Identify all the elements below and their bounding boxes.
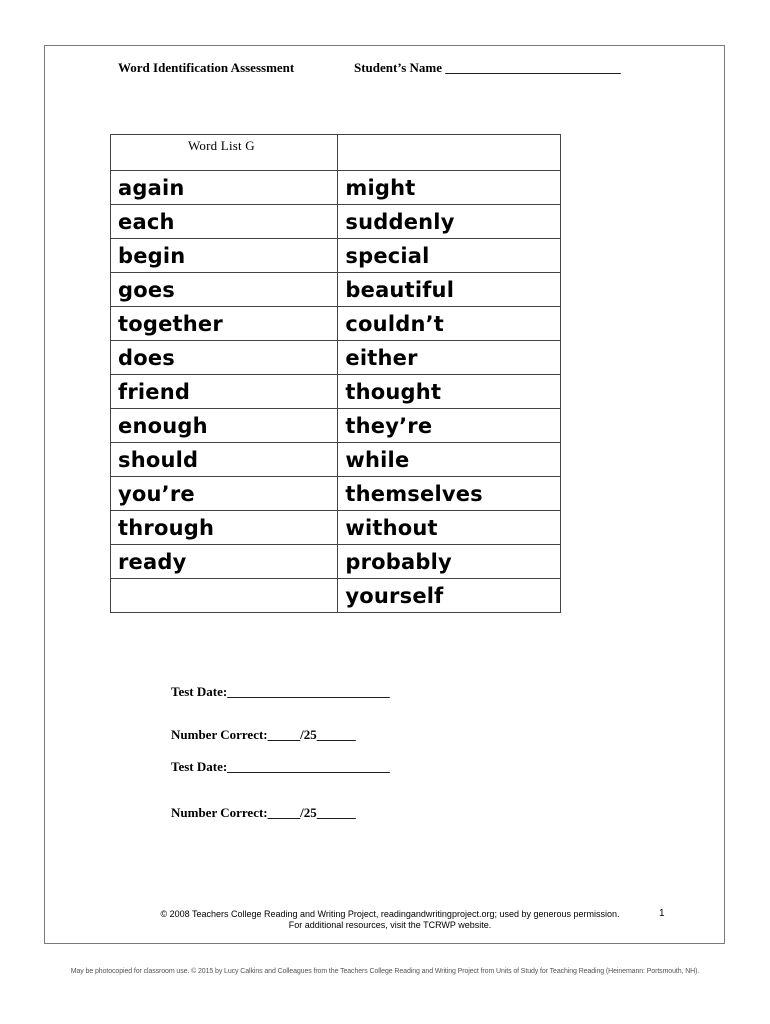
word-row [111,273,561,307]
word-cell-left: friend [111,375,338,409]
word-cell-left [111,579,338,613]
table-header-row [111,135,561,171]
word-cell-left: begin [111,239,338,273]
word-cell-left: ready [111,545,338,579]
word-cell-right: probably [338,545,561,579]
word-cell-left: again [111,171,338,205]
word-cell-right: suddenly [338,205,561,239]
word-row [111,443,561,477]
word-row [111,171,561,205]
word-cell-right: they’re [338,409,561,443]
word-cell-left: goes [111,273,338,307]
copyright-note [140,909,640,931]
student-name-field: Student’s Name ___________________________ [354,60,621,75]
word-cell-right: couldn’t [338,307,561,341]
number-correct-line-2: Number Correct:_____/25______ [171,805,356,820]
word-cell-right: thought [338,375,561,409]
word-row [111,341,561,375]
word-cell-right: themselves [338,477,561,511]
word-cell-left: each [111,205,338,239]
word-cell-left: does [111,341,338,375]
word-cell-left: you’re [111,477,338,511]
word-row [111,545,561,579]
number-correct-line-1: Number Correct:_____/25______ [171,727,356,742]
test-date-line-2: Test Date:_________________________ [171,759,390,774]
word-row [111,307,561,341]
word-row [111,477,561,511]
copyright-line: © 2008 Teachers College Reading and Writing Project, readingandwritingproject.org; used by generous permission. [160,909,620,919]
word-cell-left: should [111,443,338,477]
bottom-rule [44,943,725,944]
resources-line: For additional resources, visit the TCRWP website. [288,920,492,930]
word-row [111,579,561,613]
word-cell-right: special [338,239,561,273]
word-list-table [110,134,561,613]
assessment-title: Word Identification Assessment [118,60,295,75]
test-date-line-1: Test Date:_________________________ [171,684,390,699]
page-number: 1 [659,908,665,919]
word-cell-left: through [111,511,338,545]
word-cell-left: together [111,307,338,341]
word-cell-right: either [338,341,561,375]
word-row [111,375,561,409]
word-cell-right: while [338,443,561,477]
word-cell-right: beautiful [338,273,561,307]
word-cell-right: without [338,511,561,545]
word-row [111,205,561,239]
photocopy-credit: May be photocopied for classroom use. © 2015 by Lucy Calkins and Colleagues from the Teachers College Reading and Writing Project from Units of Study for Teaching Reading (Heinemann: Portsmouth, NH). [70,968,700,975]
table-header-empty-cell [338,135,561,171]
word-row [111,239,561,273]
word-cell-right: might [338,171,561,205]
word-cell-right: yourself [338,579,561,613]
word-row [111,511,561,545]
word-cell-left: enough [111,409,338,443]
word-row [111,409,561,443]
word-list-heading: Word List G [111,135,338,171]
